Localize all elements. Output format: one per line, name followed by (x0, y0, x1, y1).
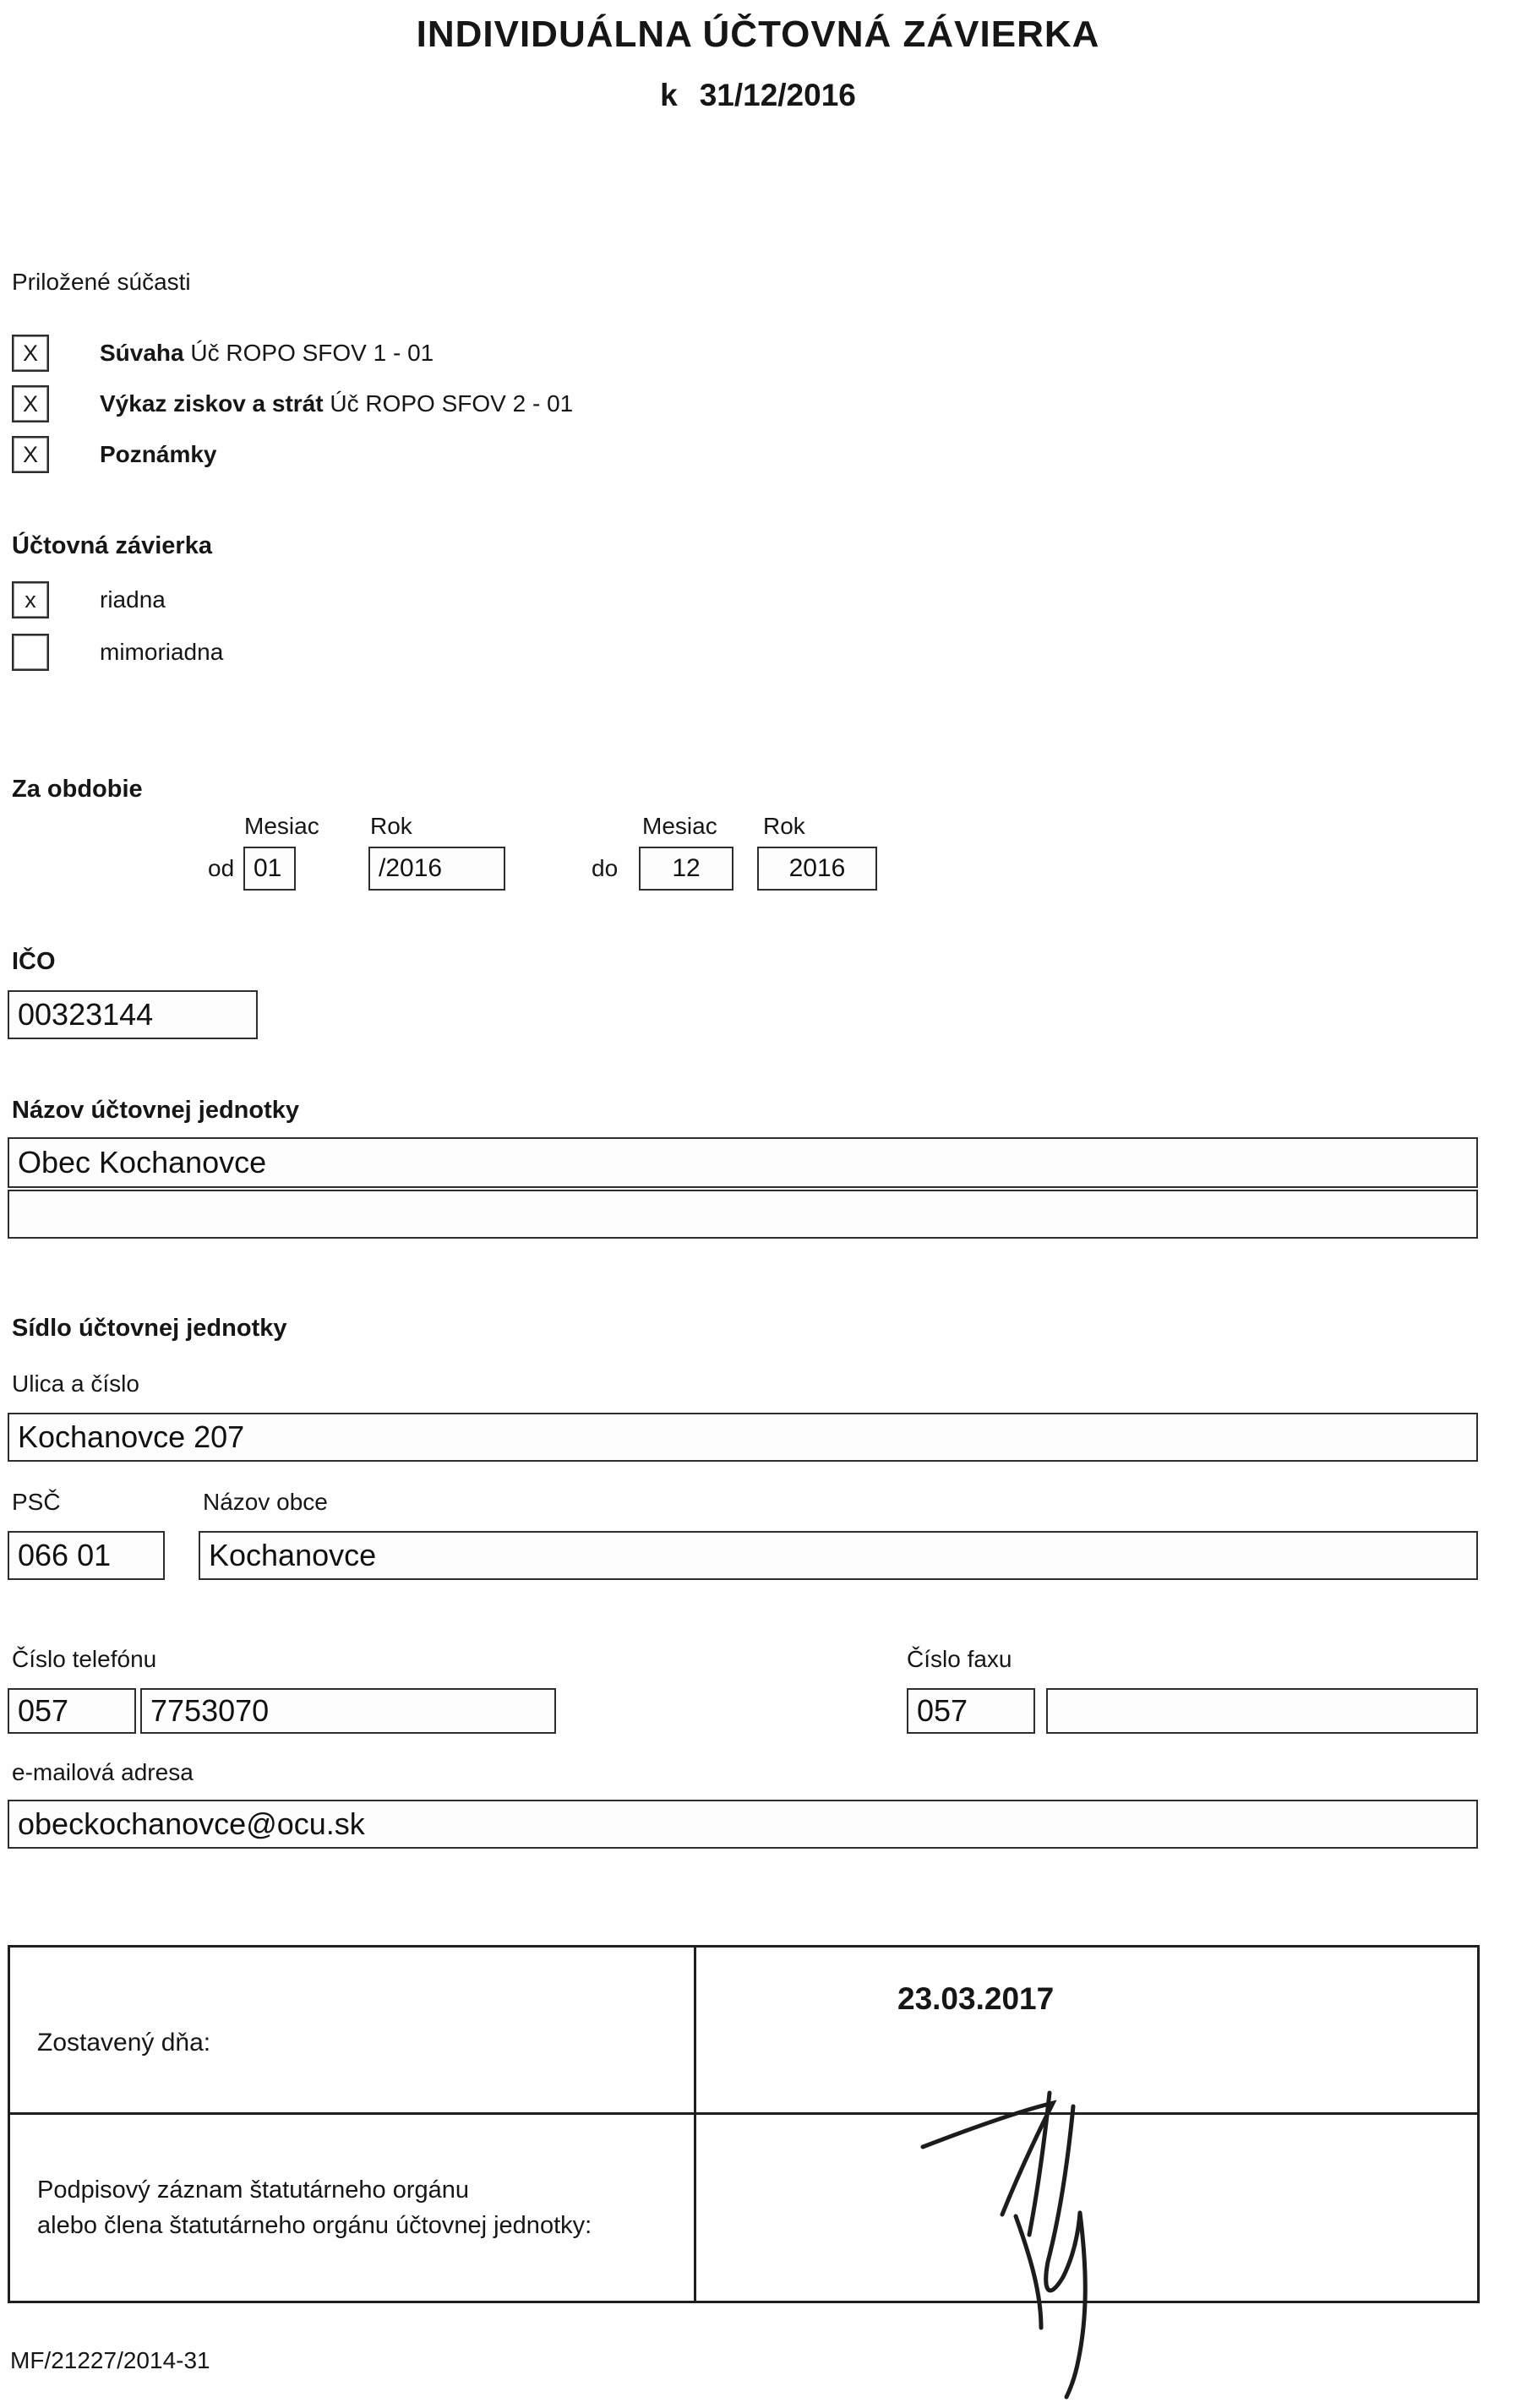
zavierka-heading: Účtovná závierka (12, 532, 212, 559)
obec-label: Názov obce (203, 1489, 328, 1515)
tel-predvolba-field[interactable]: 057 (8, 1688, 136, 1734)
signature-image (908, 2081, 1195, 2402)
zavierka-row-riadna (12, 581, 166, 618)
attachment-label-rest: Úč ROPO SFOV 2 - 01 (323, 390, 574, 417)
ulica-label: Ulica a číslo (12, 1370, 139, 1397)
form-code: MF/21227/2014-31 (10, 2347, 210, 2373)
attachment-label-bold: Súvaha (100, 340, 184, 366)
attachment-label (100, 390, 573, 417)
obdobie-heading: Za obdobie (12, 776, 143, 803)
checkbox-poznamky[interactable]: X (12, 436, 49, 473)
do-label: do (592, 855, 619, 881)
zostaveny-date: 23.03.2017 (897, 1981, 1055, 2016)
attachment-row-vykaz (12, 385, 573, 422)
attachment-label-rest: Úč ROPO SFOV 1 - 01 (183, 340, 434, 366)
attachment-row-suvaha (12, 335, 434, 372)
zavierka-row-mimoriadna (12, 634, 223, 671)
rok-label-od: Rok (370, 813, 412, 839)
sidlo-heading: Sídlo účtovnej jednotky (12, 1315, 287, 1342)
do-mesiac-field[interactable]: 12 (639, 847, 733, 891)
subtitle-date: 31/12/2016 (699, 78, 856, 112)
mesiac-label-od: Mesiac (244, 813, 319, 839)
tel-cislo-field[interactable]: 7753070 (140, 1688, 556, 1734)
subtitle-prefix: k (660, 78, 678, 112)
rok-label-do: Rok (763, 813, 805, 839)
zavierka-label-riadna: riadna (100, 586, 166, 613)
zostaveny-label: Zostavený dňa: (37, 2028, 211, 2057)
psc-label: PSČ (12, 1489, 61, 1515)
do-rok-field[interactable]: 2016 (757, 847, 877, 891)
attachment-label (100, 340, 434, 367)
attachment-label-bold: Výkaz ziskov a strát (100, 390, 324, 417)
od-rok-field[interactable]: /2016 (368, 847, 505, 891)
fax-cislo-field[interactable] (1046, 1688, 1478, 1734)
ico-field[interactable]: 00323144 (8, 990, 258, 1039)
podpis-label-line2: alebo člena štatutárneho orgánu účtovnej jednotky: (37, 2212, 592, 2239)
fax-label: Číslo faxu (907, 1646, 1012, 1672)
nazov-label: Názov účtovnej jednotky (12, 1097, 300, 1124)
attachments-heading: Priložené súčasti (12, 269, 191, 295)
psc-field[interactable]: 066 01 (8, 1531, 165, 1580)
document-subtitle (0, 78, 1516, 113)
obec-field[interactable]: Kochanovce (199, 1531, 1478, 1580)
signature-table (8, 1945, 1480, 2303)
attachment-label-bold: Poznámky (100, 441, 217, 467)
ico-label: IČO (12, 948, 56, 975)
podpis-row (10, 2115, 1477, 2301)
zostaveny-label-cell (10, 1948, 696, 2112)
checkbox-mimoriadna[interactable] (12, 634, 49, 671)
od-label: od (208, 855, 235, 881)
email-field[interactable]: obeckochanovce@ocu.sk (8, 1800, 1478, 1849)
document-title: INDIVIDUÁLNA ÚČTOVNÁ ZÁVIERKA (416, 14, 1100, 55)
attachment-label (100, 441, 217, 468)
nazov-field-line2[interactable] (8, 1190, 1478, 1239)
checkbox-suvaha[interactable]: X (12, 335, 49, 372)
podpis-label-cell (10, 2115, 696, 2301)
email-label: e-mailová adresa (12, 1759, 194, 1785)
checkbox-vykaz[interactable]: X (12, 385, 49, 422)
ulica-field[interactable]: Kochanovce 207 (8, 1413, 1478, 1462)
podpis-signature-cell (696, 2115, 1477, 2301)
fax-predvolba-field[interactable]: 057 (907, 1688, 1035, 1734)
zostaveny-row (10, 1948, 1477, 2115)
mesiac-label-do: Mesiac (642, 813, 717, 839)
zavierka-label-mimoriadna: mimoriadna (100, 639, 224, 665)
nazov-field-line1[interactable]: Obec Kochanovce (8, 1137, 1478, 1188)
checkbox-riadna[interactable]: x (12, 581, 49, 618)
podpis-label-line1: Podpisový záznam štatutárneho orgánu (37, 2176, 470, 2204)
od-mesiac-field[interactable]: 01 (243, 847, 296, 891)
attachment-row-poznamky (12, 436, 217, 473)
podpis-label (37, 2172, 592, 2243)
tel-label: Číslo telefónu (12, 1646, 157, 1672)
